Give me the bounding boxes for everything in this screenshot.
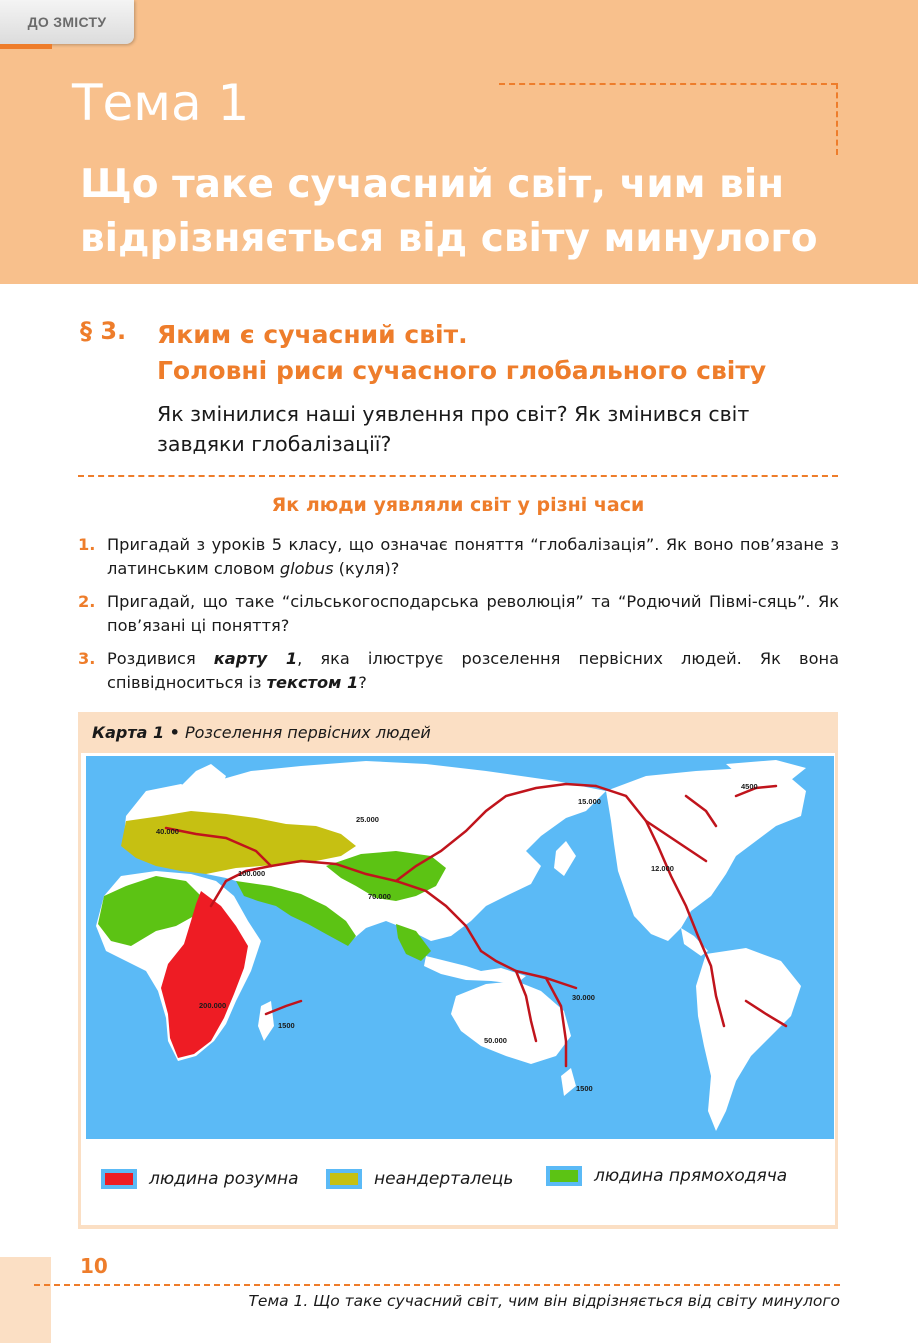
- toc-button[interactable]: [0, 0, 134, 44]
- label-1500-madagascar: 1500: [278, 1021, 295, 1030]
- toc-button-label: ДО ЗМІСТУ: [27, 14, 107, 30]
- label-70000: 70.000: [368, 892, 391, 901]
- legend-swatch-neanderthal: [326, 1169, 362, 1189]
- world-map-svg: [86, 756, 834, 1139]
- question-text: Роздивися: [107, 649, 214, 668]
- section-title-line1: Яким є сучасний світ.: [157, 320, 468, 349]
- legend-item-erectus: [546, 1166, 787, 1186]
- question-list: [78, 533, 839, 704]
- subheading: Як люди уявляли світ у різні часи: [271, 494, 645, 516]
- question-number: 2.: [78, 592, 96, 611]
- question-emphasis: globus: [279, 559, 334, 578]
- theme-subtitle-line1: Що таке сучасний світ, чим він: [80, 162, 785, 207]
- question-number: 1.: [78, 535, 96, 554]
- label-15000: 15.000: [578, 797, 601, 806]
- toc-underline: [0, 44, 52, 49]
- question-text-end: (куля)?: [333, 559, 400, 578]
- section-title-line2: Головні риси сучасного глобального світу: [157, 356, 767, 385]
- label-200000: 200.000: [199, 1001, 227, 1010]
- map-caption: [92, 723, 431, 742]
- label-12000: 12.000: [651, 864, 674, 873]
- decorative-dashed-line-vertical: [836, 83, 838, 155]
- theme-subtitle-line2: відрізняється від світу минулого: [80, 216, 818, 261]
- page-number: 10: [80, 1254, 108, 1278]
- section-number: § 3.: [80, 317, 127, 345]
- section-question: [157, 399, 837, 459]
- question-text: Пригадай з уроків 5 класу, що означає поняття “глобалізація”. Як воно пов’язане з латинським словом: [107, 535, 839, 578]
- label-25000: 25.000: [356, 815, 379, 824]
- map-figure: [78, 712, 838, 1229]
- label-40000: 40.000: [156, 827, 179, 836]
- section-question-line1: Як змінилися наші уявлення про світ? Як змінився світ: [157, 402, 750, 426]
- world-map: [86, 756, 834, 1139]
- north-america-landmass: [606, 768, 806, 941]
- map-reference[interactable]: карту 1: [213, 649, 298, 668]
- legend-label-neanderthal: неандерталець: [374, 1169, 514, 1189]
- question-item: [78, 647, 839, 695]
- question-text-mid: , яка ілюструє розселення первісних людей. Як вона співвідноситься із: [107, 649, 839, 692]
- decorative-dashed-line: [499, 83, 837, 85]
- question-text-end: ?: [358, 673, 367, 692]
- theme-title: Тема 1: [72, 74, 250, 132]
- legend-label-sapiens: людина розумна: [149, 1169, 299, 1189]
- legend-item-sapiens: [101, 1169, 299, 1189]
- map-caption-label: Карта 1 •: [92, 723, 180, 742]
- running-title: Тема 1. Що таке сучасний світ, чим він відрізняється від світу минулого: [248, 1292, 840, 1310]
- label-4500: 4500: [741, 782, 758, 791]
- question-item: [78, 533, 839, 581]
- map-legend: [81, 1148, 835, 1218]
- label-30000: 30.000: [572, 993, 595, 1002]
- theme-subtitle: [80, 158, 880, 266]
- footer-separator: [34, 1284, 840, 1286]
- legend-swatch-sapiens: [101, 1169, 137, 1189]
- legend-item-neanderthal: [326, 1169, 513, 1189]
- question-item: [78, 590, 839, 638]
- legend-label-erectus: людина прямоходяча: [594, 1166, 788, 1186]
- map-frame: [81, 753, 835, 1225]
- label-50000: 50.000: [484, 1036, 507, 1045]
- section-title: [157, 317, 857, 389]
- question-text: Пригадай, що таке “сільськогосподарська революція” та “Родючий Півмі-сяць”. Як пов’язані ці поняття?: [107, 592, 839, 635]
- legend-swatch-erectus: [546, 1166, 582, 1186]
- label-100000: 100.000: [238, 869, 266, 878]
- section-question-line2: завдяки глобалізації?: [157, 432, 392, 456]
- separator: [78, 475, 838, 477]
- page-corner-tab: [0, 1257, 51, 1343]
- question-number: 3.: [78, 649, 96, 668]
- label-1500-newzealand: 1500: [576, 1084, 593, 1093]
- map-caption-title: Розселення первісних людей: [179, 723, 431, 742]
- text-reference[interactable]: текстом 1: [266, 673, 359, 692]
